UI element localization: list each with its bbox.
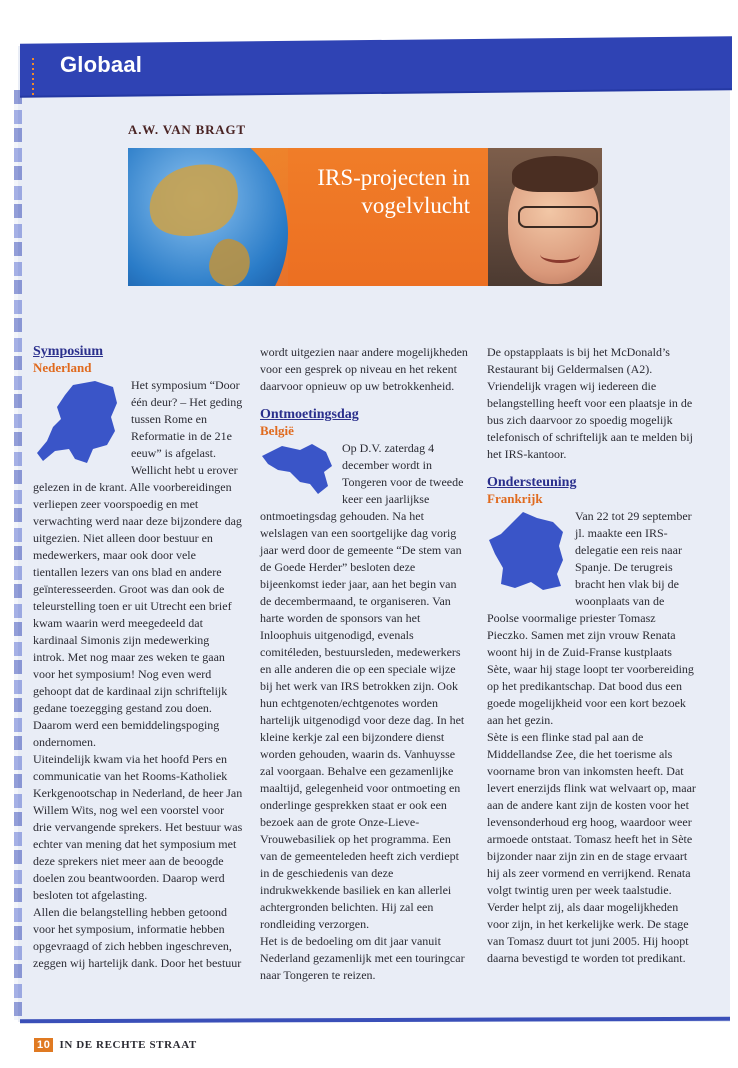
article-title-line1: IRS-projecten in (317, 165, 470, 190)
author-portrait (488, 148, 602, 286)
netherlands-map-icon (33, 379, 123, 467)
symposium-paragraph-1: Het symposium “Door één deur? – Het geding tussen Rome en Reformatie in de 21e eeuw” is afgelast. Wellicht hebt u erover gelezen in de krant. Alle voorbereidingen verliepen zeer voorspoedig en met verwachting werd naar deze bijzondere dag uitgezien. Niet alleen door bestuur en medewerkers, maar ook door vele tientallen lezers van ons blad en andere geïnteresseerden. Groot was dan ook de teleurstelling toen er uit Utrecht een brief kwam waarin werd meegedeeld dat kardinaal Simonis zijn medewerking introk. Met nog maar zes weken te gaan voor het symposium! Nog even werd gehoopt dat de kardinaal zijn schriftelijk gedane toezegging gestand zou doen. Daarom werd een bemiddelingspoging ondernomen. (33, 378, 243, 749)
torn-edge-decoration (14, 90, 22, 1020)
magazine-name: IN DE RECHTE STRAAT (59, 1039, 197, 1051)
banner-dotted-line (32, 58, 34, 96)
column-1 (33, 344, 243, 972)
hero-title-panel (288, 148, 488, 286)
heading-ondersteuning: Ondersteuning (487, 475, 577, 490)
author-name: A.W. VAN BRAGT (128, 122, 246, 137)
ontmoetingsdag-paragraph-2: Het is de bedoeling om dit jaar vanuit Nederland gezamenlijk met een touringcar naar Tongeren te reizen. (260, 934, 465, 982)
france-map-icon (487, 510, 567, 594)
ontmoetingsdag-continuation: De opstapplaats is bij het McDonald’s Restaurant bij Geldermalsen (A2). Vriendelijk vragen wij iedereen die belangstelling heeft voor een plaatsje in de bus zich daarvoor zo spoedig mogelijk telefonisch of schriftelijk aan te melden bij het IRS-kantoor. (487, 345, 693, 461)
column-3 (487, 344, 697, 967)
globe-illustration (128, 148, 288, 286)
column-2 (260, 344, 470, 984)
symposium-paragraph-2: Uiteindelijk kwam via het hoofd Pers en communicatie van het Rooms-Katholiek Kerkgenootschap in Nederland, de heer Jan Willem Wits, nog wel een voorstel voor drie vervangende sprekers. Het bestuur was echter van mening dat het symposium met deze sprekers niet meer aan de beoogde doelen zou beantwoorden. Daarop werd besloten tot afgelasting. (33, 752, 243, 902)
page-footer (34, 1038, 197, 1052)
article-title-line2: vogelvlucht (361, 193, 470, 218)
subheading-frankrijk: Frankrijk (487, 491, 543, 506)
symposium-paragraph-3: Allen die belangstelling hebben getoond voor het symposium, informatie hebben opgevraagd of zich hebben ingeschreven, zeggen wij hartelijk dank. Door het bestuur (33, 905, 242, 970)
heading-symposium: Symposium (33, 344, 104, 359)
ondersteuning-paragraph-2: Sète is een flinke stad pal aan de Middellandse Zee, die het toerisme als voorname bron van inkomsten heeft. Dat levert enerzijds flink wat welvaart op, maar aan de andere kant zijn de kosten voor het levensonderhoud erg hoog, waardoor weer armoede ontstaat. Tomasz heeft het in Sète bijzonder naar zijn zin en de stage ervaart hij als zeer vormend en verrijkend. Renata volgt twintig uren per week taalstudie. Verder helpt zij, als daar mogelijkheden voor zijn, in het kerkelijke werk. De stage van Tomasz duurt tot juni 2005. Hij hoopt daarna bevestigd te worden tot predikant. (487, 730, 696, 965)
subheading-belgie: België (260, 423, 294, 438)
symposium-continuation: wordt uitgezien naar andere mogelijkheden voor een gesprek op niveau en het rekent daarvoor opnieuw op uw betrokkenheid. (260, 345, 468, 393)
ondersteuning-paragraph-1: Van 22 tot 29 september jl. maakte een IRS-delegatie een reis naar Spanje. De terugreis bracht hen vlak bij de woonplaats van de Poolse voormalige priester Tomasz Pieczko. Samen met zijn vrouw Renata woont hij in de Zuid-Franse kustplaats Sète, waar hij stage loopt ter voorbereiding op het predikantschap. Dat bood dus een goede mogelijkheid voor een kort bezoek aan het gezin. (487, 509, 694, 727)
ontmoetingsdag-paragraph-1: Op D.V. zaterdag 4 december wordt in Tongeren voor de tweede keer een jaarlijkse ontmoetingsdag gehouden. Na het welslagen van een soortgelijke dag vorig jaar werd door de gemeente “De stem van de Goede Herder” besloten deze bijeenkomst ieder jaar, aan het begin van de decembermaand, te organiseren. Van harte worden de sponsors van het Inloophuis uitgenodigd, evenals comitéleden, bestuursleden, medewerkers en alle anderen die op een speciale wijze bij het werk van IRS betrokken zijn. Ook hun echtgenoten/echtgenotes worden hartelijk uitgenodigd voor deze dag. In het kleine kerkje zal een bijzondere dienst worden gehouden, waarin ds. Vanhuysse zal voorgaan. Behalve een gezamenlijke maaltijd, gelegenheid voor ontmoeting en onderlinge gesprekken staat er ook een bezoek aan de grote Onze-Lieve-Vrouwebasiliek op het programma. Een van de gemeenteleden heeft zich verdiept in de geschiedenis van deze indrukwekkende basiliek en kan allerlei achtergronden belichten. Hij zal een rondleiding verzorgen. (260, 441, 465, 931)
heading-ontmoetingsdag: Ontmoetingsdag (260, 407, 359, 422)
subheading-nederland: Nederland (33, 360, 92, 375)
hero-image (128, 148, 602, 286)
section-title: Globaal (60, 52, 143, 77)
belgium-map-icon (260, 442, 334, 496)
article-title (317, 164, 470, 220)
page-number: 10 (34, 1038, 53, 1052)
